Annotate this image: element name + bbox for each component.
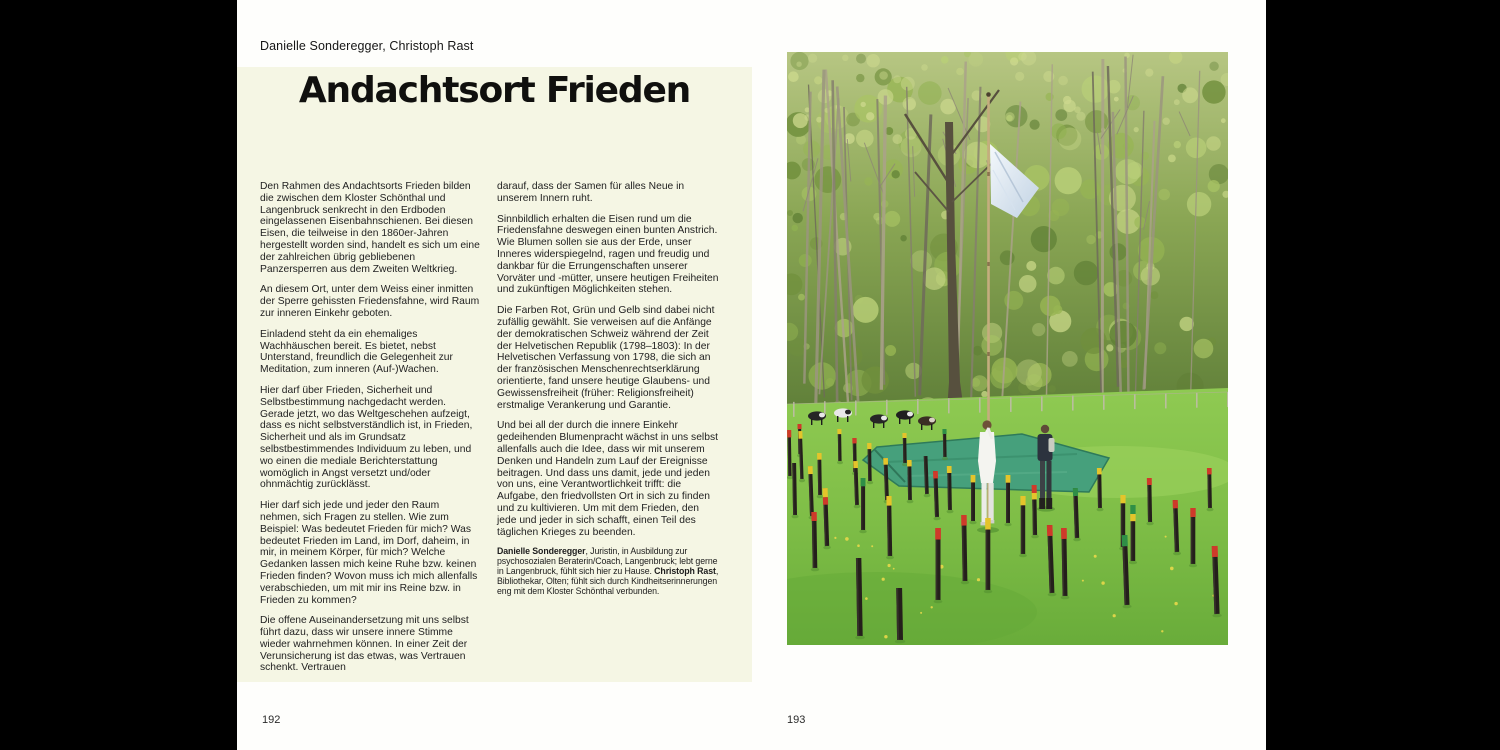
body-paragraph: Hier darf über Frieden, Sicherheit und Selbstbestimmung nachgedacht werden. Gerade jetzt, wo das Weltgeschehen aufzeigt, dass es nicht selbstverständlich ist, in Frieden, Sicherheit und als im Grundsatz selbstbestimmendes Individuum zu leben, und wo einen die mediale Berichterstattung womöglich in Angst versetzt und/oder ohnmächtig zurücklässt. [260,384,473,491]
body-paragraph: Die offene Auseinandersetzung mit uns selbst führt dazu, dass wir unsere innere Stimme wieder wahrnehmen können. In einer Zeit der Verunsicherung ist das etwas, was Vertrauen schenkt. Vertrauen [260,615,469,674]
author-bios [497,547,719,597]
photo-illustration [787,52,1228,645]
bio-text: , Juristin, in Ausbildung zur psychosozialen Beraterin/Coach, Langenbruck; lebt gerne in Langenbruck, fühlt sich hier zu Hause. [497,546,718,577]
bio-text: , Bibliothekar, Olten; fühlt sich durch Kindheitserinnerungen eng mit dem Kloster Schönthal verbunden. [497,566,719,596]
body-paragraph: Und bei all der durch die innere Einkehr gedeihenden Blumenpracht wächst in uns selbst allenfalls auch die Idee, dass wir mit unserem Denken und Handeln zum Lauf der Ereignisse beitragen. Und dass uns damit, jede und jeden von uns, eine Verantwortlichkeit trifft: die Aufgabe, den friedvollsten Ort in sich zu finden und zu kultivieren. Um mit dem Frieden, den jede und jeder in sich schafft, einen Teil des täglichen Krieges zu beenden. [497,420,718,538]
body-paragraph: Den Rahmen des Andachtsorts Frieden bilden die zwischen dem Kloster Schönthal und Langenbruck senkrecht in den Erdboden eingelassenen Eisenbahnschienen. Bei diesen Eisen, die teilweise in den 1860er-Jahren hergestellt worden sind, handelt es sich um eine der zahlreichen übrig gebliebenen Panzersperren aus dem Zweiten Weltkrieg. [260,181,480,275]
text-column-2 [497,181,719,606]
author-line: Danielle Sonderegger, Christoph Rast [260,39,474,53]
body-paragraph: darauf, dass der Samen für alles Neue in unserem Innern ruht. [497,181,685,204]
body-paragraph: Hier darf sich jede und jeder den Raum nehmen, sich Fragen zu stellen. Wie zum Beispiel: Was bedeutet Frieden für mich? Was bedeutet Frieden im Land, im Dorf, daheim, in mir, in meinem Körper, für mich? Welche Gedanken lassen mich keine Ruhe bzw. keinen Frieden finden? Wovon muss ich mich allenfalls verabschieden, um mit mir ins Reine bzw. in Frieden zu kommen? [260,500,478,606]
page-number-right: 193 [787,714,806,726]
body-paragraph: Einladend steht da ein ehemaliges Wachhäuschen bereit. Es bietet, nebst Unterstand, freundlich die Gelegenheit zur Meditation, zum inneren (Auf-)Wachen. [260,328,453,376]
photo-andachtsort [787,52,1228,645]
bio-name: Christoph Rast [654,566,716,577]
body-paragraph: Die Farben Rot, Grün und Gelb sind dabei nicht zufällig gewählt. Sie verweisen auf die Anfänge der demokratischen Schweiz während der Zeit der Helvetischen Republik (1798–1803): In der Helvetischen Verfassung von 1798, die sich an der französischen Menschenrechtserklärung orientierte, fand unsere heutige Glaubens- und Gewissensfreiheit (früher: Religionsfreiheit) erstmalige Verankerung und Garantie. [497,305,715,411]
text-column-1 [260,181,482,683]
body-paragraph: An diesem Ort, unter dem Weiss einer inmitten der Sperre gehissten Friedensfahne, wird Raum zur inneren Einkehr geboten. [260,284,480,319]
body-paragraph: Sinnbildlich erhalten die Eisen rund um die Friedensfahne deswegen einen bunten Anstrich. Wie Blumen sollen sie aus der Erde, unser Inneres widerspiegelnd, ragen und freudig und dankbar für die Errungenschaften unserer Vorväter und -mütter, unsere heutigen Freiheiten und zukünftigen Möglichkeiten stehen. [497,213,719,296]
page-title: Andachtsort Frieden [298,70,691,111]
open-book-spread [237,0,1266,750]
bio-name: Danielle Sonderegger [497,546,586,557]
page-number-left: 192 [262,714,281,726]
